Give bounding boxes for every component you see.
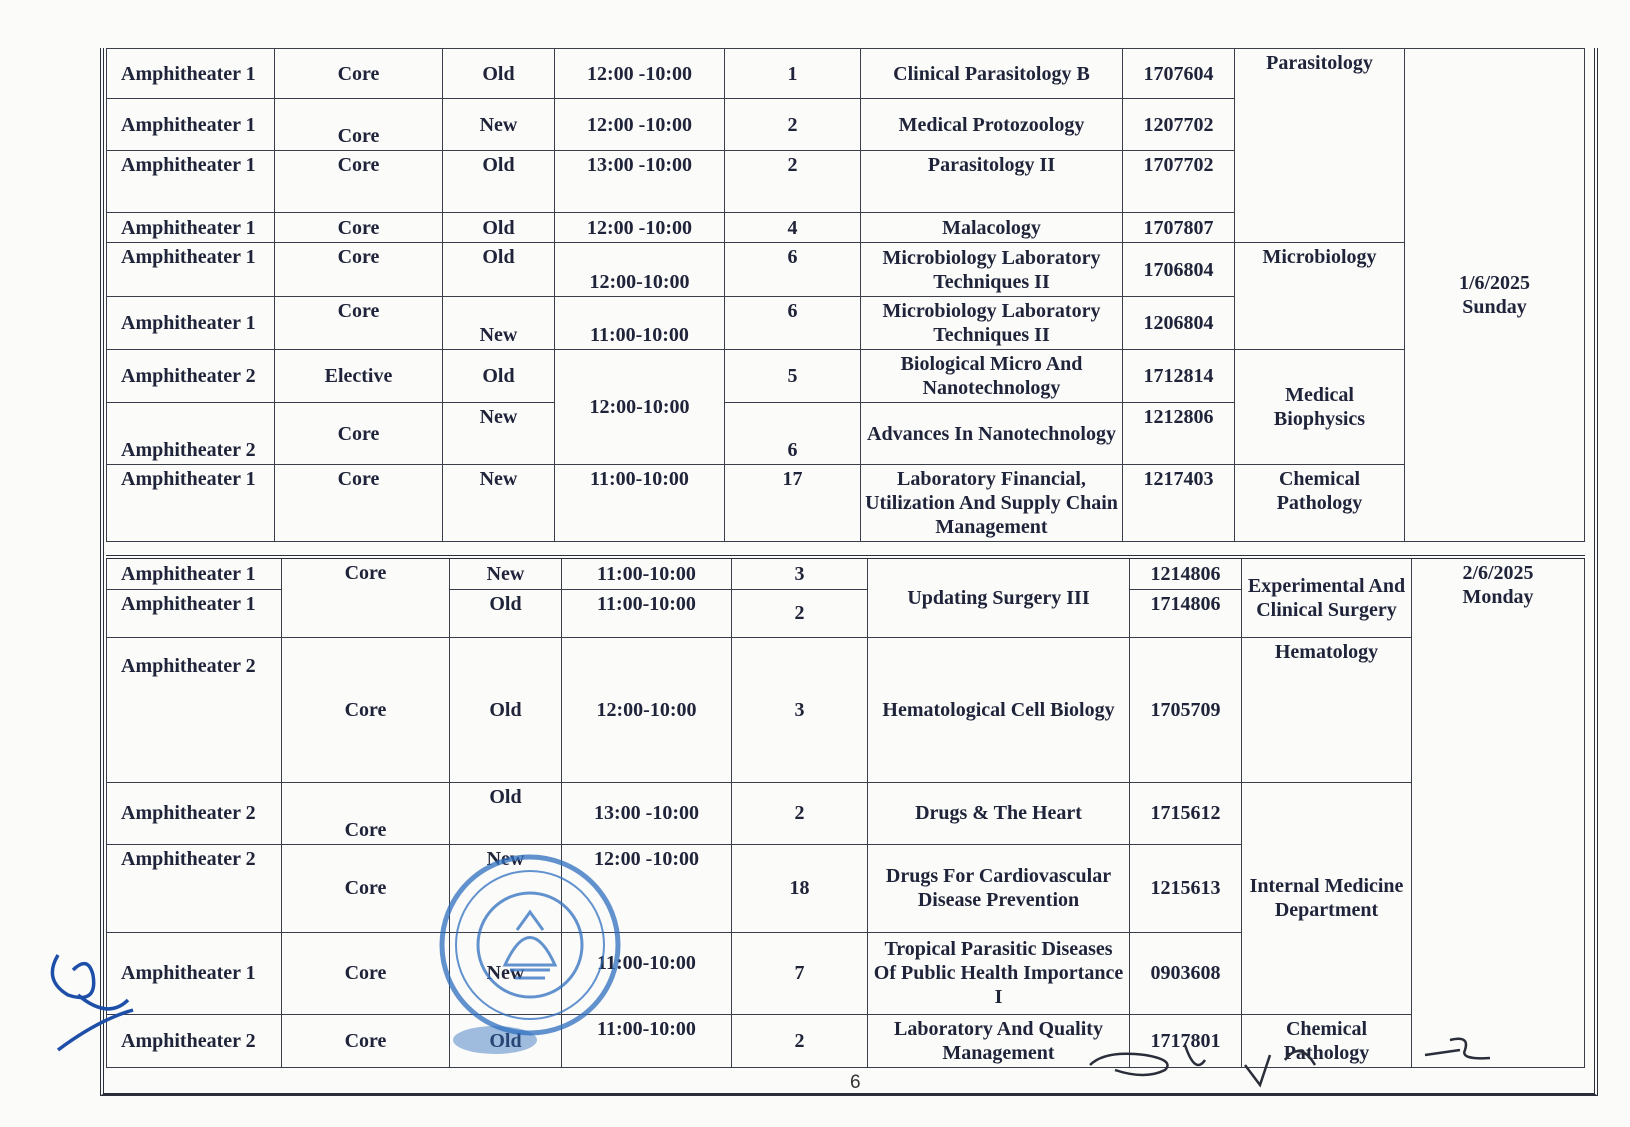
course-cell: Drugs & The Heart [868, 782, 1130, 844]
hall-cell: Amphitheater 2 [107, 1014, 282, 1067]
date-cell [1412, 557, 1585, 1067]
hall-cell: Amphitheater 1 [107, 99, 275, 151]
hall-cell: Amphitheater 1 [107, 465, 275, 542]
department-cell: Internal Medicine Department [1242, 782, 1412, 1014]
table-row [107, 243, 1585, 297]
hall-cell: Amphitheater 2 [107, 637, 282, 782]
status-cell: New [450, 932, 562, 1014]
type-cell: Core [282, 844, 450, 932]
hall-cell: Amphitheater 2 [107, 782, 282, 844]
table-row [107, 1014, 1585, 1067]
status-cell: New [443, 297, 555, 350]
students-cell: 6 [725, 297, 861, 350]
time-cell: 11:00-10:00 [562, 932, 732, 1014]
table-row [107, 557, 1585, 589]
course-cell: Hematological Cell Biology [868, 637, 1130, 782]
time-cell: 12:00 -10:00 [562, 844, 732, 932]
code-cell: 1206804 [1123, 297, 1235, 350]
code-cell: 1217403 [1123, 465, 1235, 542]
hall-cell: Amphitheater 1 [107, 297, 275, 350]
department-cell: Chemical Pathology [1235, 465, 1405, 542]
department-cell: Experimental And Clinical Surgery [1242, 557, 1412, 637]
status-cell: New [443, 99, 555, 151]
course-cell: Updating Surgery III [868, 557, 1130, 637]
time-cell: 13:00 -10:00 [562, 782, 732, 844]
students-cell: 2 [732, 1014, 868, 1067]
exam-day: Sunday [1462, 296, 1527, 318]
hall-cell: Amphitheater 1 [107, 151, 275, 213]
students-cell: 2 [725, 99, 861, 151]
status-cell: New [443, 465, 555, 542]
hall-cell: Amphitheater 2 [107, 403, 275, 465]
code-cell: 1706804 [1123, 243, 1235, 297]
type-cell: Core [275, 403, 443, 465]
students-cell: 4 [725, 213, 861, 243]
time-cell: 11:00-10:00 [562, 589, 732, 637]
hall-cell: Amphitheater 2 [107, 350, 275, 403]
status-cell: Old [450, 1014, 562, 1067]
hall-cell: Amphitheater 1 [107, 49, 275, 99]
students-cell: 6 [725, 403, 861, 465]
students-cell: 1 [725, 49, 861, 99]
code-cell: 1717801 [1130, 1014, 1242, 1067]
time-cell: 12:00-10:00 [562, 637, 732, 782]
exam-day: Monday [1462, 586, 1534, 608]
time-cell: 11:00-10:00 [562, 557, 732, 589]
table-row [107, 350, 1585, 403]
department-cell: Microbiology [1235, 243, 1405, 350]
students-cell: 2 [725, 151, 861, 213]
schedule-table-sunday [106, 48, 1585, 542]
table-row [107, 782, 1585, 844]
code-cell: 1707807 [1123, 213, 1235, 243]
date-cell [1405, 49, 1585, 542]
code-cell: 1215613 [1130, 844, 1242, 932]
course-cell: Laboratory And Quality Management [868, 1014, 1130, 1067]
type-cell: Core [275, 297, 443, 350]
code-cell: 1715612 [1130, 782, 1242, 844]
time-cell: 11:00-10:00 [555, 465, 725, 542]
type-cell: Core [282, 1014, 450, 1067]
table-row [107, 637, 1585, 782]
hall-cell: Amphitheater 2 [107, 844, 282, 932]
students-cell: 17 [725, 465, 861, 542]
students-cell: 6 [725, 243, 861, 297]
type-cell: Core [275, 49, 443, 99]
course-cell: Tropical Parasitic Diseases Of Public Health Importance I [868, 932, 1130, 1014]
department-cell: Hematology [1242, 637, 1412, 782]
course-cell: Microbiology Laboratory Techniques II [861, 297, 1123, 350]
time-cell: 12:00-10:00 [555, 350, 725, 465]
schedule-table-monday [106, 555, 1585, 1068]
department-cell: Chemical Pathology [1242, 1014, 1412, 1067]
hall-cell: Amphitheater 1 [107, 243, 275, 297]
time-cell: 12:00 -10:00 [555, 213, 725, 243]
code-cell: 1207702 [1123, 99, 1235, 151]
students-cell: 2 [732, 782, 868, 844]
time-cell: 11:00-10:00 [562, 1014, 732, 1067]
type-cell: Core [282, 557, 450, 637]
status-cell: Old [443, 49, 555, 99]
time-cell: 12:00 -10:00 [555, 99, 725, 151]
course-cell: Malacology [861, 213, 1123, 243]
code-cell: 1707604 [1123, 49, 1235, 99]
course-cell: Medical Protozoology [861, 99, 1123, 151]
type-cell: Core [282, 782, 450, 844]
course-cell: Clinical Parasitology B [861, 49, 1123, 99]
course-cell: Microbiology Laboratory Techniques II [861, 243, 1123, 297]
code-cell: 1707702 [1123, 151, 1235, 213]
type-cell: Core [275, 213, 443, 243]
hall-cell: Amphitheater 1 [107, 213, 275, 243]
department-cell: Medical Biophysics [1235, 350, 1405, 465]
code-cell: 0903608 [1130, 932, 1242, 1014]
status-cell: New [443, 403, 555, 465]
hall-cell: Amphitheater 1 [107, 557, 282, 589]
type-cell: Core [282, 932, 450, 1014]
course-cell: Drugs For Cardiovascular Disease Prevention [868, 844, 1130, 932]
students-cell: 3 [732, 637, 868, 782]
code-cell: 1712814 [1123, 350, 1235, 403]
code-cell: 1705709 [1130, 637, 1242, 782]
type-cell: Core [275, 151, 443, 213]
status-cell: New [450, 844, 562, 932]
hall-cell: Amphitheater 1 [107, 589, 282, 637]
students-cell: 3 [732, 557, 868, 589]
status-cell: Old [443, 213, 555, 243]
exam-date: 1/6/2025 [1458, 272, 1531, 294]
time-cell: 11:00-10:00 [555, 297, 725, 350]
time-cell: 13:00 -10:00 [555, 151, 725, 213]
course-cell: Biological Micro And Nanotechnology [861, 350, 1123, 403]
students-cell: 5 [725, 350, 861, 403]
type-cell: Core [275, 99, 443, 151]
hall-cell: Amphitheater 1 [107, 932, 282, 1014]
table-row [107, 49, 1585, 99]
students-cell: 18 [732, 844, 868, 932]
time-cell: 12:00-10:00 [555, 243, 725, 297]
code-cell: 1212806 [1123, 403, 1235, 465]
code-cell: 1714806 [1130, 589, 1242, 637]
status-cell: Old [443, 151, 555, 213]
status-cell: Old [450, 782, 562, 844]
status-cell: New [450, 557, 562, 589]
type-cell: Core [275, 243, 443, 297]
type-cell: Elective [275, 350, 443, 403]
table-row [107, 465, 1585, 542]
course-cell: Parasitology II [861, 151, 1123, 213]
time-cell: 12:00 -10:00 [555, 49, 725, 99]
status-cell: Old [443, 350, 555, 403]
course-cell: Advances In Nanotechnology [861, 403, 1123, 465]
type-cell: Core [282, 637, 450, 782]
status-cell: Old [450, 637, 562, 782]
type-cell: Core [275, 465, 443, 542]
code-cell: 1214806 [1130, 557, 1242, 589]
course-cell: Laboratory Financial, Utilization And Supply Chain Management [861, 465, 1123, 542]
students-cell: 7 [732, 932, 868, 1014]
department-cell: Parasitology [1235, 49, 1405, 243]
students-cell: 2 [732, 589, 868, 637]
exam-date: 2/6/2025 [1462, 562, 1534, 584]
page-number: 6 [850, 1072, 861, 1093]
status-cell: Old [443, 243, 555, 297]
status-cell: Old [450, 589, 562, 637]
